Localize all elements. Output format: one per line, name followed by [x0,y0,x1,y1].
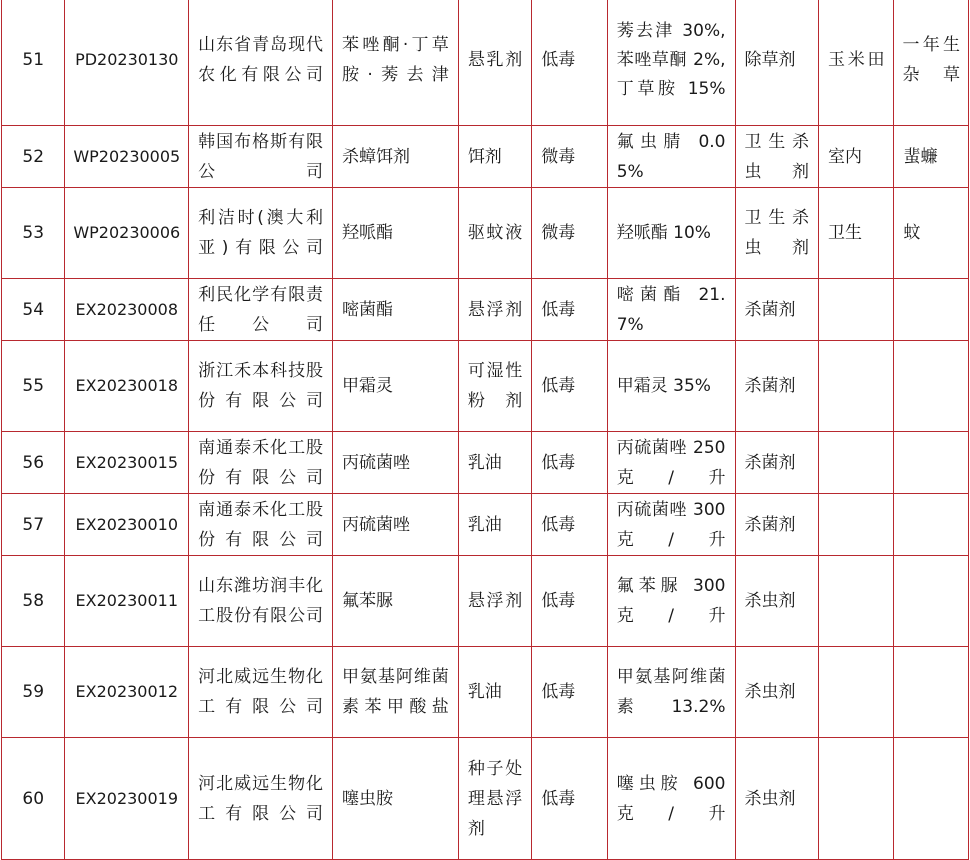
product-name: 噻虫胺 [333,738,459,860]
crop-or-site [819,279,894,341]
row-number: 56 [2,432,65,494]
product-name: 苯唑酮·丁草胺·莠去津 [333,0,459,126]
registration-code: PD20230130 [65,0,189,126]
toxicity: 低毒 [532,738,607,860]
toxicity: 低毒 [532,494,607,556]
active-content: 羟哌酯 10% [607,188,735,279]
toxicity: 低毒 [532,432,607,494]
toxicity: 低毒 [532,279,607,341]
table-row [2,126,969,188]
control-target [894,432,969,494]
crop-or-site [819,556,894,647]
registration-code: EX20230010 [65,494,189,556]
pesticide-category: 杀菌剂 [735,341,819,432]
pesticide-category: 杀虫剂 [735,738,819,860]
pesticide-category: 杀菌剂 [735,494,819,556]
pesticide-category: 杀菌剂 [735,432,819,494]
company-name: 浙江禾本科技股份有限公司 [189,341,333,432]
active-content: 甲霜灵 35% [607,341,735,432]
active-content: 嘧菌酯 21.7% [607,279,735,341]
registration-code: EX20230008 [65,279,189,341]
row-number: 60 [2,738,65,860]
pesticide-category: 卫生杀虫剂 [735,126,819,188]
product-name: 杀蟑饵剂 [333,126,459,188]
pesticide-category: 杀虫剂 [735,647,819,738]
crop-or-site: 玉米田 [819,0,894,126]
table-row [2,341,969,432]
crop-or-site [819,647,894,738]
formulation: 饵剂 [458,126,531,188]
formulation: 乳油 [458,647,531,738]
product-name: 嘧菌酯 [333,279,459,341]
crop-or-site [819,738,894,860]
control-target: 蜚蠊 [894,126,969,188]
toxicity: 低毒 [532,341,607,432]
toxicity: 低毒 [532,0,607,126]
row-number: 57 [2,494,65,556]
toxicity: 低毒 [532,556,607,647]
company-name: 韩国布格斯有限公司 [189,126,333,188]
product-name: 丙硫菌唑 [333,432,459,494]
control-target [894,494,969,556]
product-name: 丙硫菌唑 [333,494,459,556]
crop-or-site: 室内 [819,126,894,188]
company-name: 河北威远生物化工有限公司 [189,738,333,860]
active-content: 丙硫菌唑 250 克/升 [607,432,735,494]
formulation: 悬浮剂 [458,556,531,647]
control-target [894,341,969,432]
toxicity: 微毒 [532,126,607,188]
table-row [2,738,969,860]
company-name: 山东潍坊润丰化工股份有限公司 [189,556,333,647]
row-number: 54 [2,279,65,341]
crop-or-site [819,494,894,556]
product-name: 甲霜灵 [333,341,459,432]
control-target: 一年生杂草 [894,0,969,126]
company-name: 南通泰禾化工股份有限公司 [189,494,333,556]
product-name: 氟苯脲 [333,556,459,647]
registration-code: EX20230018 [65,341,189,432]
control-target [894,556,969,647]
company-name: 山东省青岛现代农化有限公司 [189,0,333,126]
row-number: 53 [2,188,65,279]
pesticide-category: 除草剂 [735,0,819,126]
control-target [894,647,969,738]
table-row [2,279,969,341]
table-row [2,647,969,738]
row-number: 58 [2,556,65,647]
registration-code: WP20230006 [65,188,189,279]
active-content: 氟苯脲 300 克/升 [607,556,735,647]
registration-code: EX20230019 [65,738,189,860]
formulation: 驱蚊液 [458,188,531,279]
company-name: 河北威远生物化工有限公司 [189,647,333,738]
product-name: 羟哌酯 [333,188,459,279]
table-row [2,188,969,279]
crop-or-site [819,341,894,432]
formulation: 种子处理悬浮剂 [458,738,531,860]
crop-or-site: 卫生 [819,188,894,279]
table-row [2,494,969,556]
active-content: 噻虫胺 600 克/升 [607,738,735,860]
row-number: 55 [2,341,65,432]
toxicity: 低毒 [532,647,607,738]
crop-or-site [819,432,894,494]
formulation: 悬乳剂 [458,0,531,126]
company-name: 南通泰禾化工股份有限公司 [189,432,333,494]
table-row [2,0,969,126]
formulation: 悬浮剂 [458,279,531,341]
formulation: 乳油 [458,432,531,494]
row-number: 51 [2,0,65,126]
row-number: 59 [2,647,65,738]
pesticide-category: 杀菌剂 [735,279,819,341]
registration-code: EX20230012 [65,647,189,738]
row-number: 52 [2,126,65,188]
formulation: 乳油 [458,494,531,556]
active-content: 甲氨基阿维菌素 13.2% [607,647,735,738]
pesticide-category: 卫生杀虫剂 [735,188,819,279]
active-content: 氟虫腈 0.05% [607,126,735,188]
active-content: 莠去津 30%,苯唑草酮 2%,丁草胺 15% [607,0,735,126]
table-row [2,556,969,647]
control-target [894,279,969,341]
pesticide-registration-table [1,0,969,860]
table-row [2,432,969,494]
product-name: 甲氨基阿维菌素苯甲酸盐 [333,647,459,738]
registration-code: EX20230011 [65,556,189,647]
company-name: 利洁时(澳大利亚)有限公司 [189,188,333,279]
control-target [894,738,969,860]
company-name: 利民化学有限责任公司 [189,279,333,341]
active-content: 丙硫菌唑 300 克/升 [607,494,735,556]
table-body [2,0,969,860]
pesticide-category: 杀虫剂 [735,556,819,647]
control-target: 蚊 [894,188,969,279]
registration-code: WP20230005 [65,126,189,188]
formulation: 可湿性粉剂 [458,341,531,432]
registration-code: EX20230015 [65,432,189,494]
toxicity: 微毒 [532,188,607,279]
